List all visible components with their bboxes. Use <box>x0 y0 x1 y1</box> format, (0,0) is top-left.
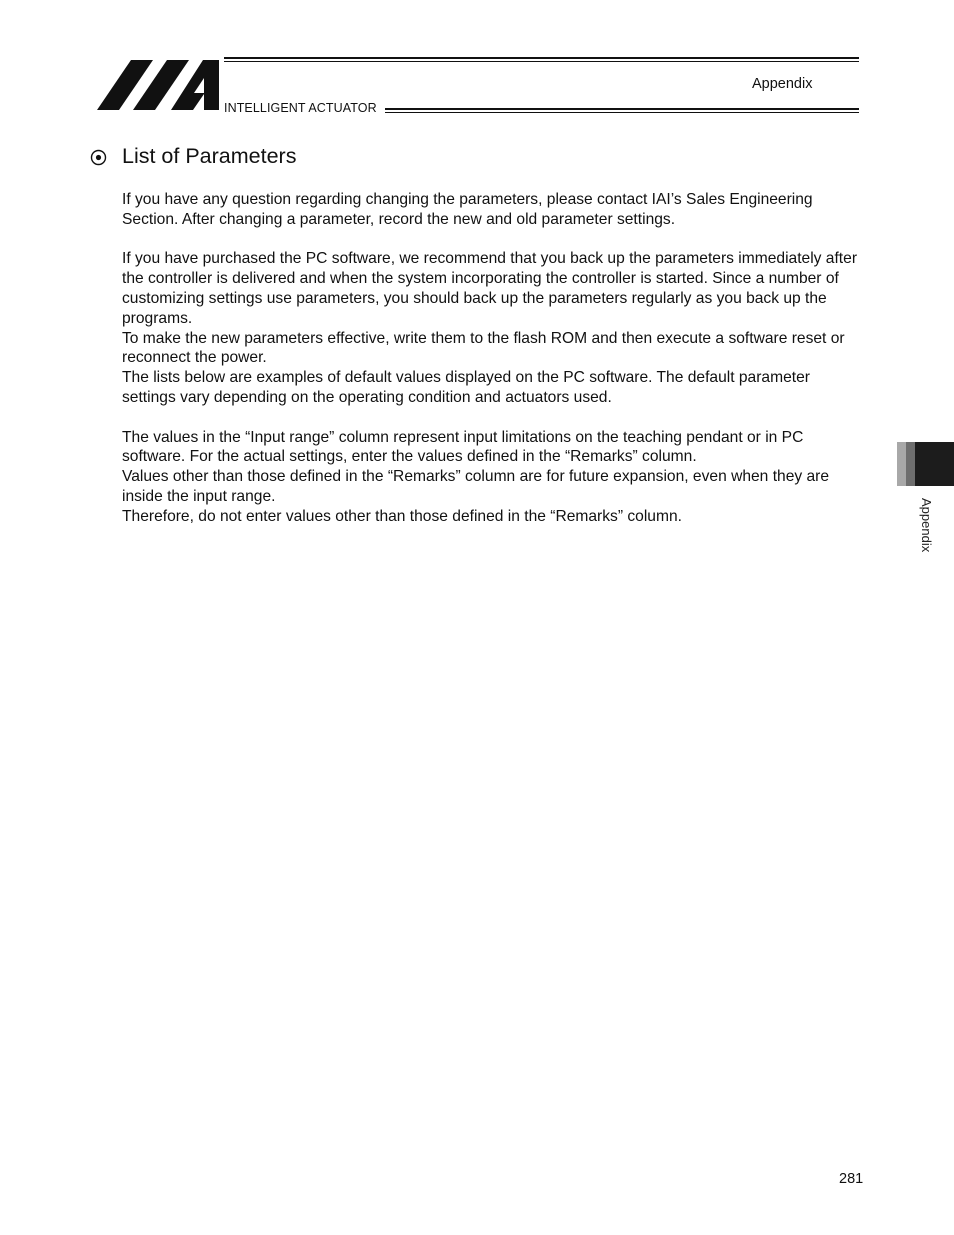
appendix-tab-marker <box>897 442 954 486</box>
tab-stripe-mid <box>906 442 915 486</box>
header-rule-bottom-thin <box>385 112 859 113</box>
paragraph: If you have purchased the PC software, we recommend that you back up the parameters immediately after the controller is delivered and when the system incorporating the controller is started. Since a number of customizing settings use parameters, you should back up the parameters regularly as you back up the programs. <box>122 250 858 327</box>
header-company-name: INTELLIGENT ACTUATOR <box>224 101 377 115</box>
paragraph: The lists below are examples of default values displayed on the PC software. The default parameter settings vary depending on the operating condition and actuators used. <box>122 369 810 406</box>
header-rule-top-thin <box>224 61 859 62</box>
header-rule-bottom <box>385 108 859 110</box>
header-section-label: Appendix <box>752 76 813 92</box>
paragraph: To make the new parameters effective, write them to the flash ROM and then execute a software reset or reconnect the power. <box>122 329 845 367</box>
iai-logo <box>97 58 221 111</box>
circle-dot-icon <box>90 149 107 166</box>
page-number: 281 <box>839 1171 864 1187</box>
tab-stripe-light <box>897 442 906 486</box>
paragraph: Values other than those defined in the “Remarks” column are for future expansion, even when they are inside the input range. <box>122 468 830 505</box>
page-title: List of Parameters <box>122 144 297 168</box>
paragraph: The values in the “Input range” column represent input limitations on the teaching pendant or in PC software. For the actual settings, enter the values defined in the “Remarks” column. <box>122 428 804 466</box>
header-rule-top <box>224 57 859 59</box>
paragraph: If you have any question regarding changing the parameters, please contact IAI’s Sales Engineering Section. After changing a parameter, record the new and old parameter settings. <box>122 191 813 228</box>
body-text <box>122 190 862 527</box>
paragraph: Therefore, do not enter values other than those defined in the “Remarks” column. <box>122 507 682 525</box>
side-tab-label: Appendix <box>919 498 934 553</box>
tab-stripe-dark <box>915 442 954 486</box>
